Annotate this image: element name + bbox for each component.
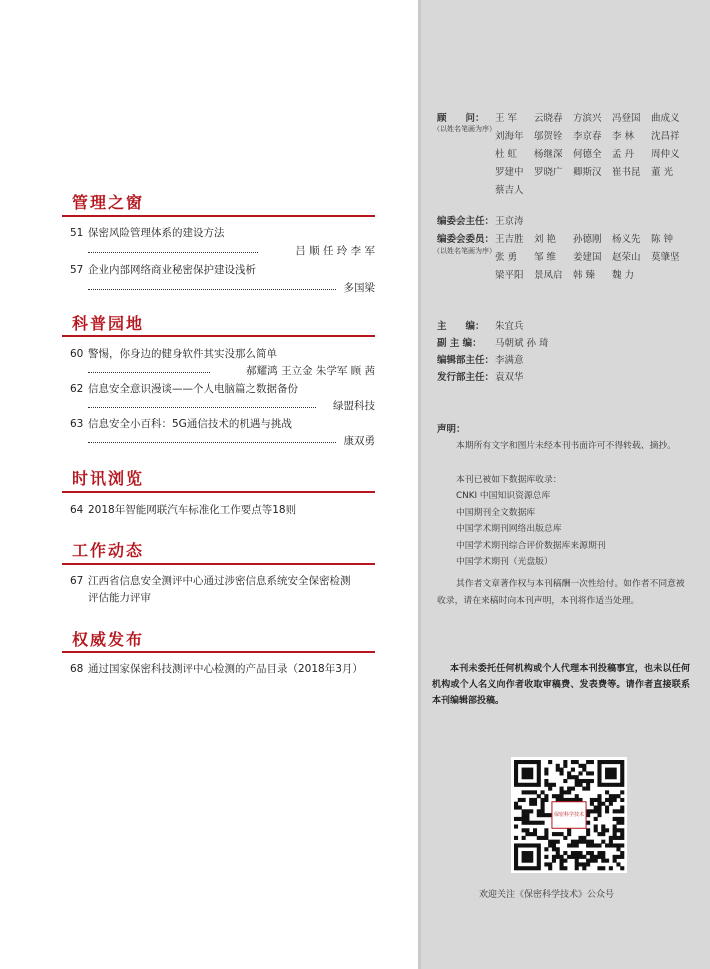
advisor-name: 李京春: [573, 131, 602, 142]
member-name: 魏 力: [612, 270, 635, 281]
toc-item[interactable]: [70, 661, 363, 676]
qr-code[interactable]: [511, 757, 627, 873]
statement-title: 声明：: [437, 424, 466, 435]
advisor-name: 杨继深: [534, 149, 563, 160]
member-name: 杨义先: [612, 234, 641, 245]
editor-name: 朱宜兵: [495, 321, 524, 332]
advisor-name: 罗晓广: [534, 167, 563, 178]
leader-dots: [88, 442, 336, 443]
advisor-name: 杜 虹: [495, 149, 518, 160]
toc-authors: 绿盟科技: [333, 400, 375, 412]
members-note: （以姓名笔画为序）: [433, 247, 496, 255]
toc-title: 通过国家保密科技测评中心检测的产品目录（2018年3月）: [88, 663, 363, 675]
leader-dots: [88, 372, 210, 373]
section-rule: [62, 215, 375, 217]
advisor-name: 周仲义: [651, 149, 680, 160]
section-rule: [62, 335, 375, 337]
panel-divider: [418, 0, 421, 969]
advisors-note: （以姓名笔画为序）: [433, 125, 496, 133]
toc-item[interactable]: [70, 346, 277, 361]
toc-page: 62: [70, 383, 84, 395]
member-name: 张 勇: [495, 252, 518, 263]
toc-title: 警惕，你身边的健身软件其实没那么简单: [88, 348, 277, 360]
database-item: 中国学术期刊网络出版总库: [456, 524, 562, 534]
toc-page: 57: [70, 264, 84, 276]
toc-page: 64: [70, 504, 84, 516]
toc-page: 51: [70, 227, 84, 239]
statement-p3: 其作者文章著作权与本刊稿酬一次性给付。如作者不同意被收录，请在来稿时向本刊声明，本刊将作适当处理。: [437, 579, 685, 606]
toc-page: 68: [70, 663, 84, 675]
toc-item[interactable]: [70, 262, 256, 277]
advisor-name: 曲成义: [651, 113, 680, 124]
toc-title: 2018年智能网联汽车标准化工作要点等18则: [88, 504, 297, 516]
statement-p2: 本刊已被如下数据库收录：: [456, 475, 562, 485]
advisor-name: 董 光: [651, 167, 674, 178]
advisors-label: 顾 问：: [437, 113, 485, 124]
toc-page: 60: [70, 348, 84, 360]
member-name: 陈 钟: [651, 234, 674, 245]
toc-title-continued: 评估能力评审: [88, 592, 151, 604]
advisor-name: 何德全: [573, 149, 602, 160]
chair-label: 编委会主任：: [437, 216, 495, 227]
section-rule: [62, 491, 375, 493]
section-title: 科普园地: [72, 314, 145, 333]
advisor-name: 李 林: [612, 131, 635, 142]
toc-page: 67: [70, 575, 84, 587]
section-title: 时讯浏览: [72, 469, 145, 488]
advisor-name: 刘海年: [495, 131, 524, 142]
toc-item[interactable]: [70, 416, 292, 431]
dept-head-name: 李满意: [495, 355, 524, 366]
member-name: 莫肇坚: [651, 252, 680, 263]
advisor-name: 方滨兴: [573, 113, 602, 124]
editor-label: 主 编：: [437, 321, 485, 332]
database-item: CNKI 中国知识资源总库: [456, 491, 551, 501]
advisor-name: 崔书昆: [612, 167, 641, 178]
deputy-label: 副 主 编：: [437, 338, 482, 349]
advisor-name: 孟 丹: [612, 149, 635, 160]
advisor-name: 邬贺铨: [534, 131, 563, 142]
toc-item[interactable]: [70, 225, 225, 240]
leader-dots: [88, 289, 336, 290]
toc-item[interactable]: [70, 381, 298, 396]
qr-code-image: [511, 757, 627, 873]
member-name: 王吉胜: [495, 234, 524, 245]
statement-p1: 本期所有文字和图片未经本刊书面许可不得转载、摘抄。: [456, 441, 676, 451]
leader-dots: [88, 407, 316, 408]
toc-authors: 康双勇: [343, 435, 375, 447]
chair-name: 王京涛: [495, 216, 524, 227]
database-item: 中国学术期刊（光盘版）: [456, 557, 553, 567]
database-item: 中国学术期刊综合评价数据库来源期刊: [456, 540, 606, 551]
members-label: 编委会委员：: [437, 234, 495, 245]
member-name: 景凤启: [534, 270, 563, 281]
members-list: [495, 231, 690, 281]
toc-title: 江西省信息安全测评中心通过涉密信息系统安全保密检测: [88, 575, 351, 587]
dept-head-label: 编辑部主任：: [437, 355, 495, 366]
toc-page: 63: [70, 418, 84, 430]
advisor-name: 王 军: [495, 113, 518, 124]
advisors-list: [495, 110, 690, 196]
advisor-name: 罗建中: [495, 167, 524, 178]
submission-notice: 本刊未委托任何机构或个人代理本刊投稿事宜，也未以任何机构或个人名义向作者收取审稿费、发表费等。请作者直接联系本刊编辑部投稿。: [432, 664, 690, 706]
toc-title: 企业内部网络商业秘密保护建设浅析: [88, 264, 256, 276]
qr-center-text: 保密科学技术: [553, 812, 585, 819]
database-item: 中国期刊全文数据库: [456, 507, 536, 518]
dist-head-label: 发行部主任：: [437, 372, 495, 383]
toc-item[interactable]: [70, 573, 351, 588]
toc-authors: 郝耀鸿 王立金 朱学军 顾 茜: [246, 365, 375, 377]
advisor-name: 云晓春: [534, 113, 563, 124]
member-name: 梁平阳: [495, 270, 524, 281]
toc-title: 信息安全意识漫谈——个人电脑篇之数据备份: [88, 383, 298, 395]
member-name: 邹 维: [534, 252, 557, 263]
member-name: 赵荣山: [612, 252, 641, 263]
section-title: 工作动态: [72, 541, 145, 560]
member-name: 韩 臻: [573, 270, 596, 281]
toc-authors: 吕 顺 任 玲 李 军: [295, 245, 375, 257]
toc-title: 信息安全小百科：5G通信技术的机遇与挑战: [88, 418, 292, 430]
advisor-name: 卿斯汉: [573, 167, 602, 178]
leader-dots: [88, 252, 258, 253]
dist-head-name: 袁双华: [495, 372, 524, 383]
advisor-name: 沈昌祥: [651, 131, 680, 142]
advisor-name: 冯登国: [612, 113, 641, 124]
section-title: 管理之窗: [72, 193, 145, 212]
section-rule: [62, 563, 375, 565]
member-name: 孙德刚: [573, 234, 602, 245]
toc-authors: 多国梁: [343, 282, 375, 294]
advisor-name: 蔡吉人: [495, 185, 524, 196]
toc-item[interactable]: [70, 502, 296, 517]
section-rule: [62, 651, 375, 653]
member-name: 刘 艳: [534, 234, 557, 245]
deputy-names: 马朝斌 孙 琦: [495, 338, 549, 349]
qr-caption: 欢迎关注《保密科学技术》公众号: [479, 890, 615, 900]
toc-title: 保密风险管理体系的建设方法: [88, 227, 225, 239]
section-title: 权威发布: [72, 630, 145, 649]
database-list: [456, 488, 606, 571]
member-name: 姜建国: [573, 252, 602, 263]
